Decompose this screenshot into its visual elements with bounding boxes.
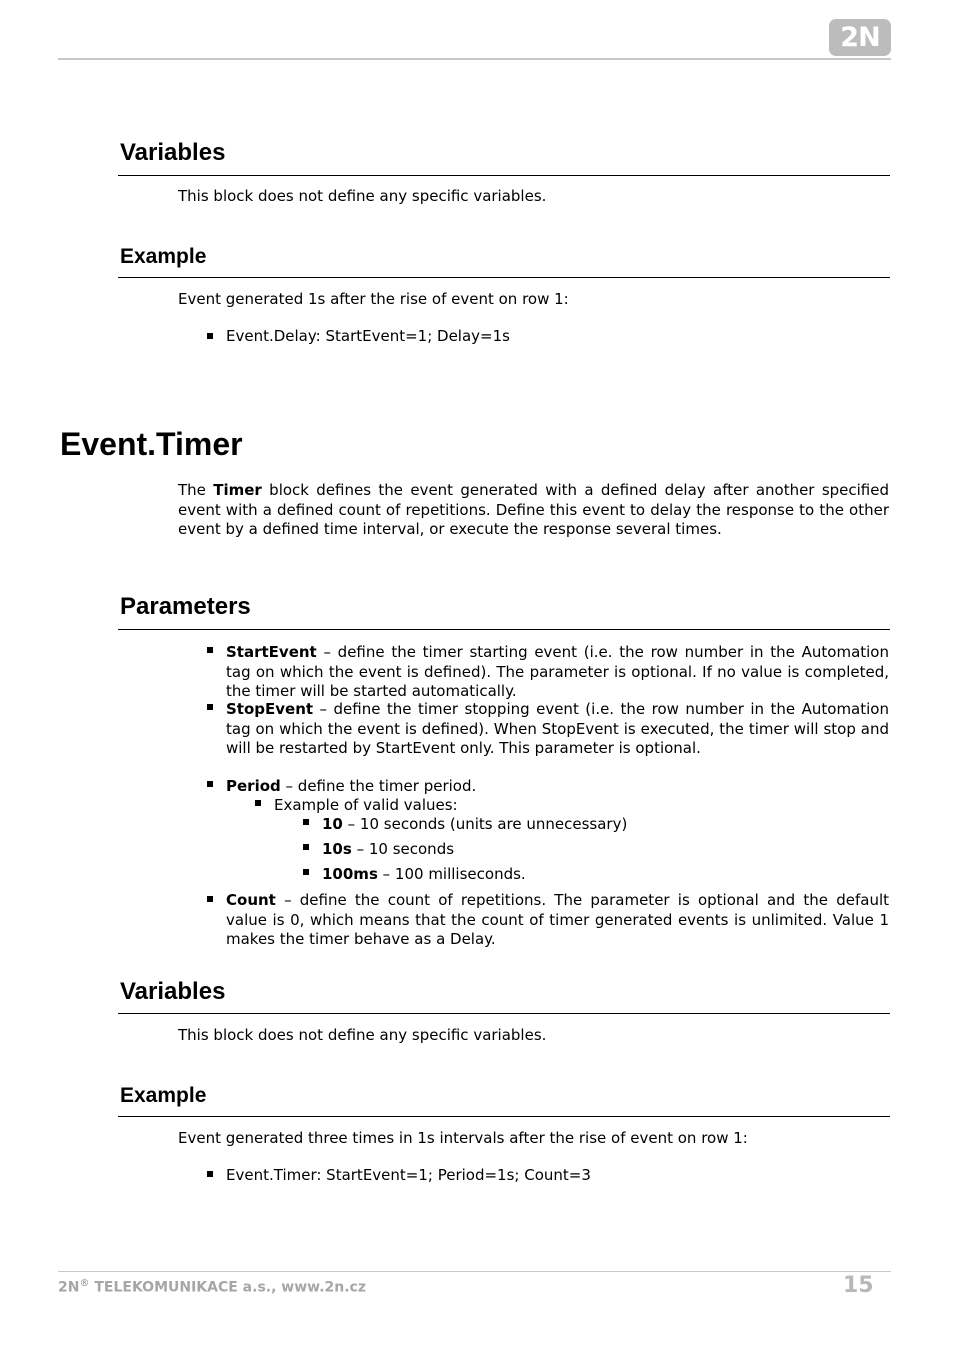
bullet-icon bbox=[207, 896, 213, 902]
footer-company: 2N® TELEKOMUNIKACE a.s., www.2n.cz bbox=[58, 1278, 366, 1296]
variables-text: This block does not define any specific variables. bbox=[178, 1026, 547, 1044]
bullet-icon bbox=[303, 819, 309, 825]
variables-heading: Variables bbox=[120, 139, 226, 166]
example-heading: Example bbox=[120, 1084, 207, 1107]
param-stop-event: StopEvent – define the timer stopping event (i.e. the row number in the Automation tag on which the event is defined). When StopEvent is executed, the timer will stop and will be restarted by StartEvent only. This parameter is optional. bbox=[226, 700, 889, 757]
example-item: Event.Timer: StartEvent=1; Period=1s; Count=3 bbox=[226, 1166, 591, 1184]
bullet-icon bbox=[207, 333, 213, 339]
header-divider bbox=[58, 58, 891, 60]
bullet-icon bbox=[303, 844, 309, 850]
variables-text: This block does not define any specific variables. bbox=[178, 187, 547, 205]
example-item: Event.Delay: StartEvent=1; Delay=1s bbox=[226, 327, 510, 345]
example-text: Event generated 1s after the rise of event on row 1: bbox=[178, 290, 569, 308]
page-title: Event.Timer bbox=[60, 426, 243, 462]
period-value-item: 100ms – 100 milliseconds. bbox=[322, 865, 526, 883]
param-period: Period – define the timer period. bbox=[226, 777, 477, 795]
heading-rule bbox=[118, 277, 890, 278]
heading-rule bbox=[118, 175, 890, 176]
heading-rule bbox=[118, 629, 890, 630]
period-value-item: 10 – 10 seconds (units are unnecessary) bbox=[322, 815, 628, 833]
param-start-event: StartEvent – define the timer starting event (i.e. the row number in the Automation tag on which the event is defined). The parameter is optional. If no value is completed, the timer will be started automatically. bbox=[226, 643, 889, 700]
param-count: Count – define the count of repetitions. The parameter is optional and the default value is 0, which means that the count of timer generated events is unlimited. Value 1 makes the timer behave as a Delay. bbox=[226, 891, 889, 948]
bullet-icon bbox=[207, 781, 213, 787]
heading-rule bbox=[118, 1116, 890, 1117]
bullet-icon bbox=[207, 1171, 213, 1177]
timer-intro: The Timer block defines the event generated with a defined delay after another specified event with a defined count of repetitions. Define this event to delay the response to the other event by a defined time interval, or execute the response several times. bbox=[178, 481, 889, 538]
period-value-item: 10s – 10 seconds bbox=[322, 840, 455, 858]
example-heading: Example bbox=[120, 245, 207, 268]
variables-heading: Variables bbox=[120, 978, 226, 1005]
footer-divider bbox=[58, 1271, 891, 1272]
heading-rule bbox=[118, 1013, 890, 1014]
bullet-icon bbox=[207, 704, 213, 710]
brand-logo: 2N bbox=[829, 19, 891, 56]
period-sub-item: Example of valid values: bbox=[274, 796, 458, 814]
example-text: Event generated three times in 1s intervals after the rise of event on row 1: bbox=[178, 1129, 748, 1147]
bullet-icon bbox=[255, 800, 261, 806]
page-number: 15 bbox=[843, 1273, 874, 1298]
parameters-heading: Parameters bbox=[120, 593, 251, 620]
bullet-icon bbox=[303, 869, 309, 875]
bullet-icon bbox=[207, 647, 213, 653]
